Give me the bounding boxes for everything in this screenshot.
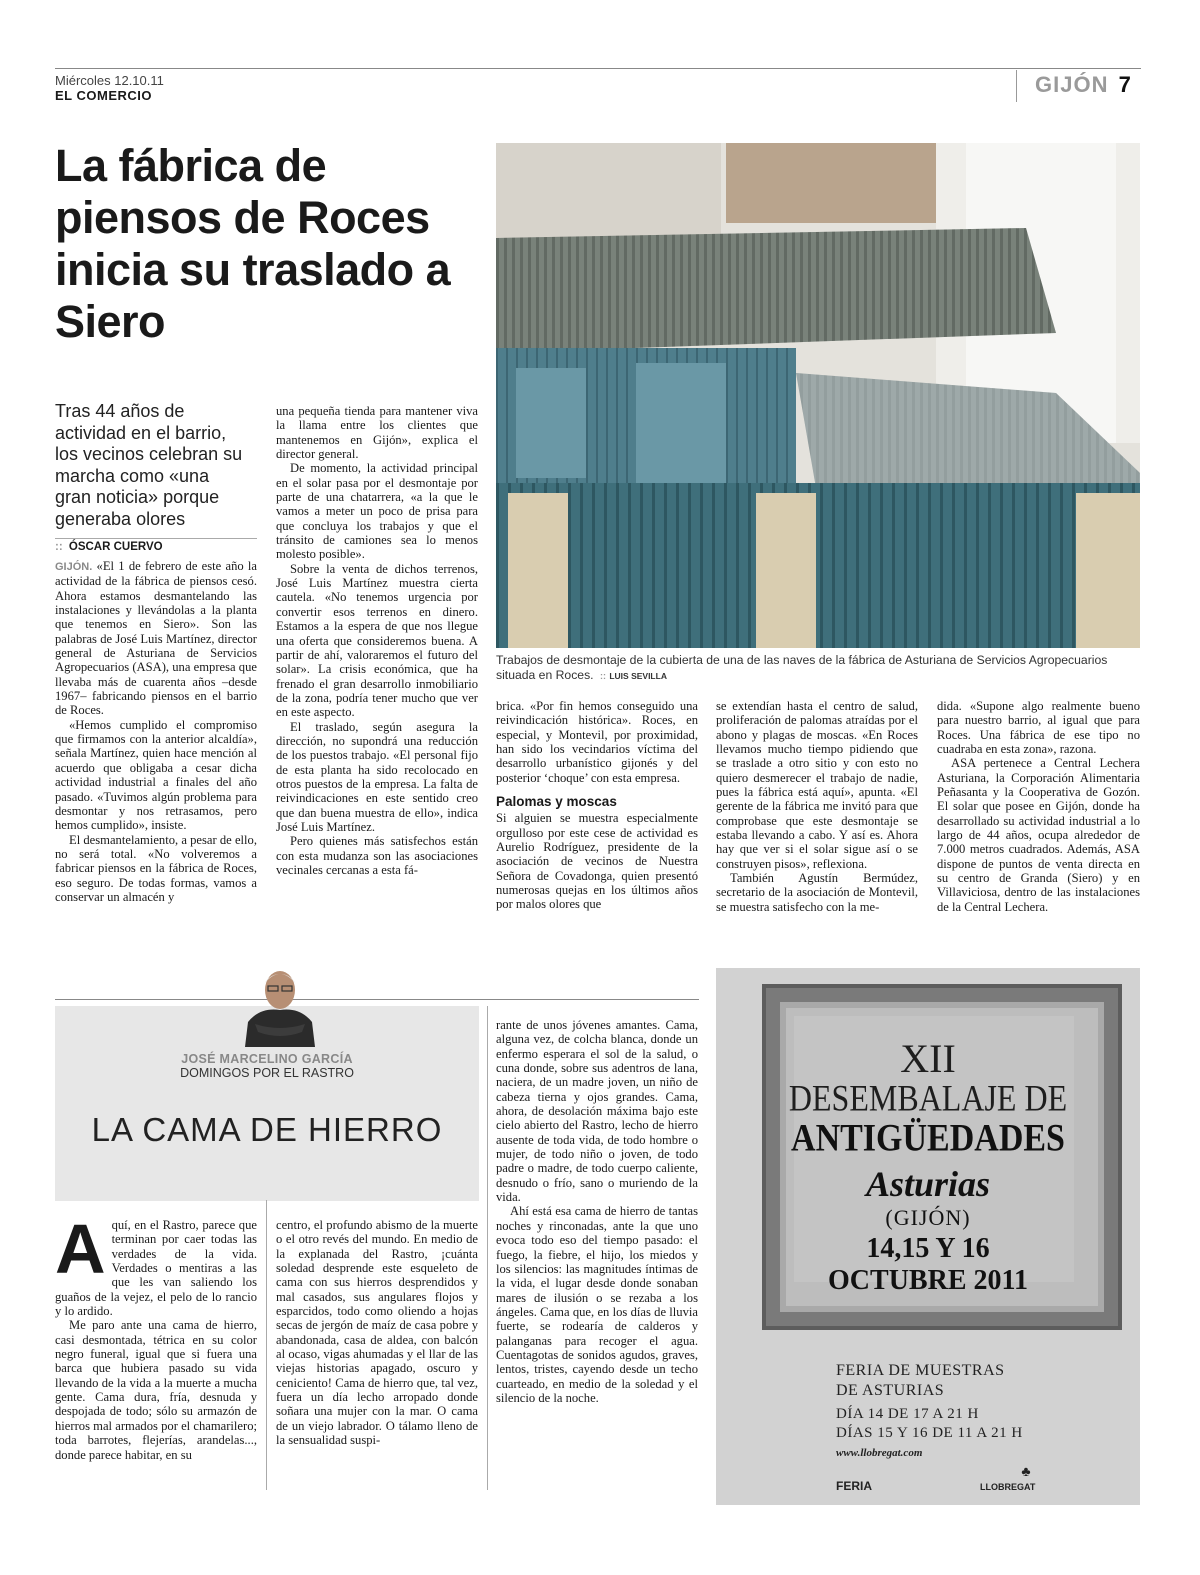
author-portrait-illustration xyxy=(240,962,320,1047)
byline-author: ÓSCAR CUERVO xyxy=(68,541,163,553)
ad-sponsor-1: FERIA xyxy=(836,1479,872,1493)
paragraph: El desmantelamiento, a pesar de ello, no será total. «No volveremos a fabricar piensos en la fábrica de Roces, eso seguro. De todas formas, vamos a conservar un almacén y xyxy=(55,832,257,904)
paragraph: Sobre la venta de dichos terrenos, José Luis Martínez muestra cierta cautela. «No tenemos urgencia por convertir esos terrenos en dinero. Estamos a la espera de que nos llegue una oferta que consideremos buena. A partir de ahí, valoraremos el futuro del solar». La crisis económica, que ha frenado el gran desarrollo inmobiliario de la zona, podría tener mucho que ver en este aspecto. xyxy=(276,561,478,720)
ad-sponsor-2: LLOBREGAT xyxy=(980,1482,1036,1492)
ad-venue-2: DE ASTURIAS xyxy=(836,1382,945,1399)
paragraph: Ahí está esa cama de hierro de tantas noches y rinconadas, ante la que uno evoca todo eso del tiempo pasado: el fuego, la fiebre, el hijo, los miedos y los silencios: las magnitudes íntimas de la vida, el lugar desde donde sonaban mares de ilusión o se rezaba a los ángeles. Cama que, en los días de lluvia fuerte, se rodearía de calderos y palanganas para recoger el agua. Cuentagotas de sonidos agudos, graves, lentos, tristes, cayendo desde un techo cuarteado, en medio de la soledad y el silencio de la noche. xyxy=(496,1204,698,1405)
paragraph: Si alguien se muestra especialmente orgulloso por este cese de actividad es Aurelio Rodríguez, presidente de la asociación de vecinos de Nuestra Señora de Covadonga, quien presentó numerosas quejas en los últimos años por malos olores que xyxy=(496,811,698,912)
paragraph: ASA pertenece a Central Lechera Asturiana, la Corporación Alimentaria Peñasanta y la Cooperativa de Gozón. El solar que posee en Gijón, donde ha desarrollado su actividad industrial a lo largo de 44 años, ocupa alrededor de 7.000 metros cuadrados. Además, ASA dispone de puntos de venta directa en su centro de Granda (Siero) y en Villaviciosa, dentro de las instalaciones de la Central Lechera. xyxy=(937,756,1140,914)
photo-credit: LUIS SEVILLA xyxy=(609,671,667,681)
byline-marker: :: xyxy=(55,541,63,553)
paragraph: El traslado, según asegura la dirección, no supondrá una reducción de los puestos trabajo. «El personal fijo de esta planta ha sido recolocado en otros puestos de la empresa. La falta de reivindicaciones en este sentido creo que dan buena muestra de ello», indica José Luis Martínez. xyxy=(276,719,478,834)
ad-month: OCTUBRE 2011 xyxy=(828,1265,1028,1296)
paragraph: «El 1 de febrero de este año la actividad de la fábrica de piensos cesó. Ahora estamos desmantelando las instalaciones y llevándolas a la planta que tenemos en Siero». Son las palabras de José Luis Martínez, director general de Asturiana de Servicios Agropecuarios (ASA), una empresa que llevaba más de cuarenta años –desde 1967– fabricando piensos en el barrio de Roces. xyxy=(55,559,257,718)
article-headline: La fábrica de piensos de Roces inicia su traslado a Siero xyxy=(55,140,451,347)
dateline: GIJÓN. xyxy=(55,561,93,573)
ad-title-line1: DESEMBALAJE DE xyxy=(788,1077,1068,1119)
issue-date: Miércoles 12.10.11 xyxy=(55,73,164,88)
paragraph: brica. «Por fin hemos conseguido una reivindicación histórica». Roces, en especial, y Montevil, por proximidad, han sido los vecindarios víctima del desarrollo urbanístico gijonés y del posterior ‘choque’ con esta empresa. xyxy=(496,699,698,785)
photo-caption-text: Trabajos de desmontaje de la cubierta de una de las naves de la fábrica de Asturiana de Servicios Agropecuarios situada en Roces. xyxy=(496,653,1108,682)
ad-hours-2: DÍAS 15 Y 16 DE 11 A 21 H xyxy=(836,1425,1023,1441)
newspaper-name: EL COMERCIO xyxy=(55,88,152,103)
antiques-fair-ad[interactable] xyxy=(716,968,1140,1505)
paragraph: De momento, la actividad principal en el solar pasa por el desmontaje por parte de una chatarrera, «a la que le vamos a meter un poco de prisa para que concluya los trabajos y que el tránsito de camiones sea lo menos molesto posible». xyxy=(276,461,478,562)
byline-rule xyxy=(55,538,257,539)
article-photo xyxy=(496,143,1140,648)
ad-venue-1: FERIA DE MUESTRAS xyxy=(836,1362,1005,1379)
column-title: LA CAMA DE HIERRO xyxy=(91,1111,443,1148)
column-divider xyxy=(266,1200,267,1490)
author-photo xyxy=(240,962,320,1047)
article-column-1 xyxy=(55,559,257,904)
column-section: DOMINGOS POR EL RASTRO xyxy=(180,1066,354,1080)
paragraph: rante de unos jóvenes amantes. Cama, alguna vez, de colcha blanca, donde un enfermo esperara el sol de la salud, o cuna donde, sobre sus adentros de lana, naciera, de un madre joven, un niño de cabeza tierna y ojos grandes. Cama, ahora, de desolación máxima bajo este cielo abierto del Rastro, lecho de hierro ausente de toda vida, de todo hombre o mujer, de todo niño o joven, de todo padre o madre, de todo cuerpo caliente, desnudo o frío, sano o muriendo de la vida. xyxy=(496,1018,698,1205)
column-text-1 xyxy=(55,1210,257,1462)
article-deck: Tras 44 años de actividad en el barrio, los vecinos celebran su marcha como «una gran noticia» porque generaba olores xyxy=(55,401,243,529)
section-divider xyxy=(1016,70,1017,102)
column-text-2 xyxy=(276,1218,478,1448)
section-name: GIJÓN xyxy=(1035,72,1109,97)
ad-title-line4: (GIJÓN) xyxy=(885,1205,971,1230)
column-top-rule xyxy=(55,999,699,1000)
header-rule xyxy=(55,68,1141,69)
paragraph: Me paro ante una cama de hierro, casi desmontada, tétrica en su color negro funeral, igual que si fuera una barca que hubiera pasado su vida llevando de la vida a la muerte a mucha gente. Cama dura, fría, desnuda y despojada de todo; sólo su armazón de hierros mal armados por el chamarilero; toda barrotes, flejerías, arandelas..., donde parece habitar, en su xyxy=(55,1318,257,1462)
article-byline xyxy=(55,541,163,553)
paragraph: se extendían hasta el centro de salud, proliferación de palomas atraídas por el abono y plagas de moscas. «En Roces llevamos mucho tiempo pidiendo que se traslade a otro sitio y con esto no quiero desmerecer el trabajo de nadie, pues la fábrica está aquí», apunta. «El gerente de la fábrica me invitó para que comprobase que este desmontaje se estaba llevando a cabo. Y así es. Ahora hay que ver si el solar sigue así o se construyen pisos», reflexiona. xyxy=(716,699,918,871)
article-column-3 xyxy=(496,699,698,912)
ad-hours-1: DÍA 14 DE 17 A 21 H xyxy=(836,1406,979,1422)
page-number: 7 xyxy=(1118,72,1131,97)
paragraph: dida. «Supone algo realmente bueno para nuestro barrio, al igual que para Roces. Una fábrica de ese tipo no cuadraba en esta zona», razona. xyxy=(937,699,1140,757)
factory-photo-illustration xyxy=(496,143,1140,648)
paragraph: Pero quienes más satisfechos están con esta mudanza son las asociaciones vecinales cercanas a esta fá- xyxy=(276,834,478,877)
ad-edition: XII xyxy=(900,1036,956,1081)
ad-website[interactable]: www.llobregat.com xyxy=(836,1447,923,1459)
column-dropcap: A xyxy=(55,1210,106,1288)
ad-title-line2: ANTIGÜEDADES xyxy=(791,1117,1065,1160)
column-author: JOSÉ MARCELINO GARCÍA xyxy=(181,1052,353,1066)
paragraph: una pequeña tienda para mantener viva la llama entre los clientes que mantenemos en Gijón», explica el director general. xyxy=(276,404,478,462)
paragraph: «Hemos cumplido el compromiso que firmamos con la anterior alcaldía», señala Martínez, quien hace mención al acuerdo que obligaba a cesar dicha actividad industrial a finales del año pasado. «Tuvimos algún problema para desmontar y nos retrasamos, pero hemos cumplido», insiste. xyxy=(55,717,257,833)
paragraph: También Agustín Bermúdez, secretario de la asociación de Montevil, se muestra satisfecho con la me- xyxy=(716,871,918,914)
article-column-2 xyxy=(276,404,478,877)
photo-caption xyxy=(496,653,1140,684)
article-column-4 xyxy=(716,699,918,914)
ad-sponsor-2-logo-icon: ♣ xyxy=(1021,1465,1031,1480)
paragraph: centro, el profundo abismo de la muerte o el otro revés del mundo. En medio de la explanada del Rastro, ¡cuánta soledad desprende este esqueleto de cama con sus hierros desprendidos y mal casados, sus angulares flojos y esparcidos, todo como oliendo a hojas secas de jergón de maíz de casa pobre y abandonada, casa de aldea, con balcón al ocaso, vigas ahumadas y el llar de las viejas historias apagado, oscuro y ceniciento! Cama de hierro que, tal vez, fuera un día lecho arropado donde soñara una mujer con la mar. O cama de un viejo labrador. O tálamo lleno de la sensualidad suspi- xyxy=(276,1218,478,1448)
article-column-5 xyxy=(937,699,1140,914)
ad-title-line3: Asturias xyxy=(865,1164,991,1204)
column-text-3 xyxy=(496,1018,698,1405)
photo-credit-marker: :: xyxy=(599,671,606,681)
ad-dates: 14,15 Y 16 xyxy=(866,1233,990,1264)
paragraph: quí, en el Rastro, parece que terminan por caer todas las verdades de la vida. Verdades o mentiras a las que les van saliendo los guaños de la vejez, el pelo de lo rancio y lo ardido. xyxy=(55,1218,257,1319)
column-divider xyxy=(487,1006,488,1490)
section-label xyxy=(1035,72,1131,98)
subheading: Palomas y moscas xyxy=(496,794,617,810)
